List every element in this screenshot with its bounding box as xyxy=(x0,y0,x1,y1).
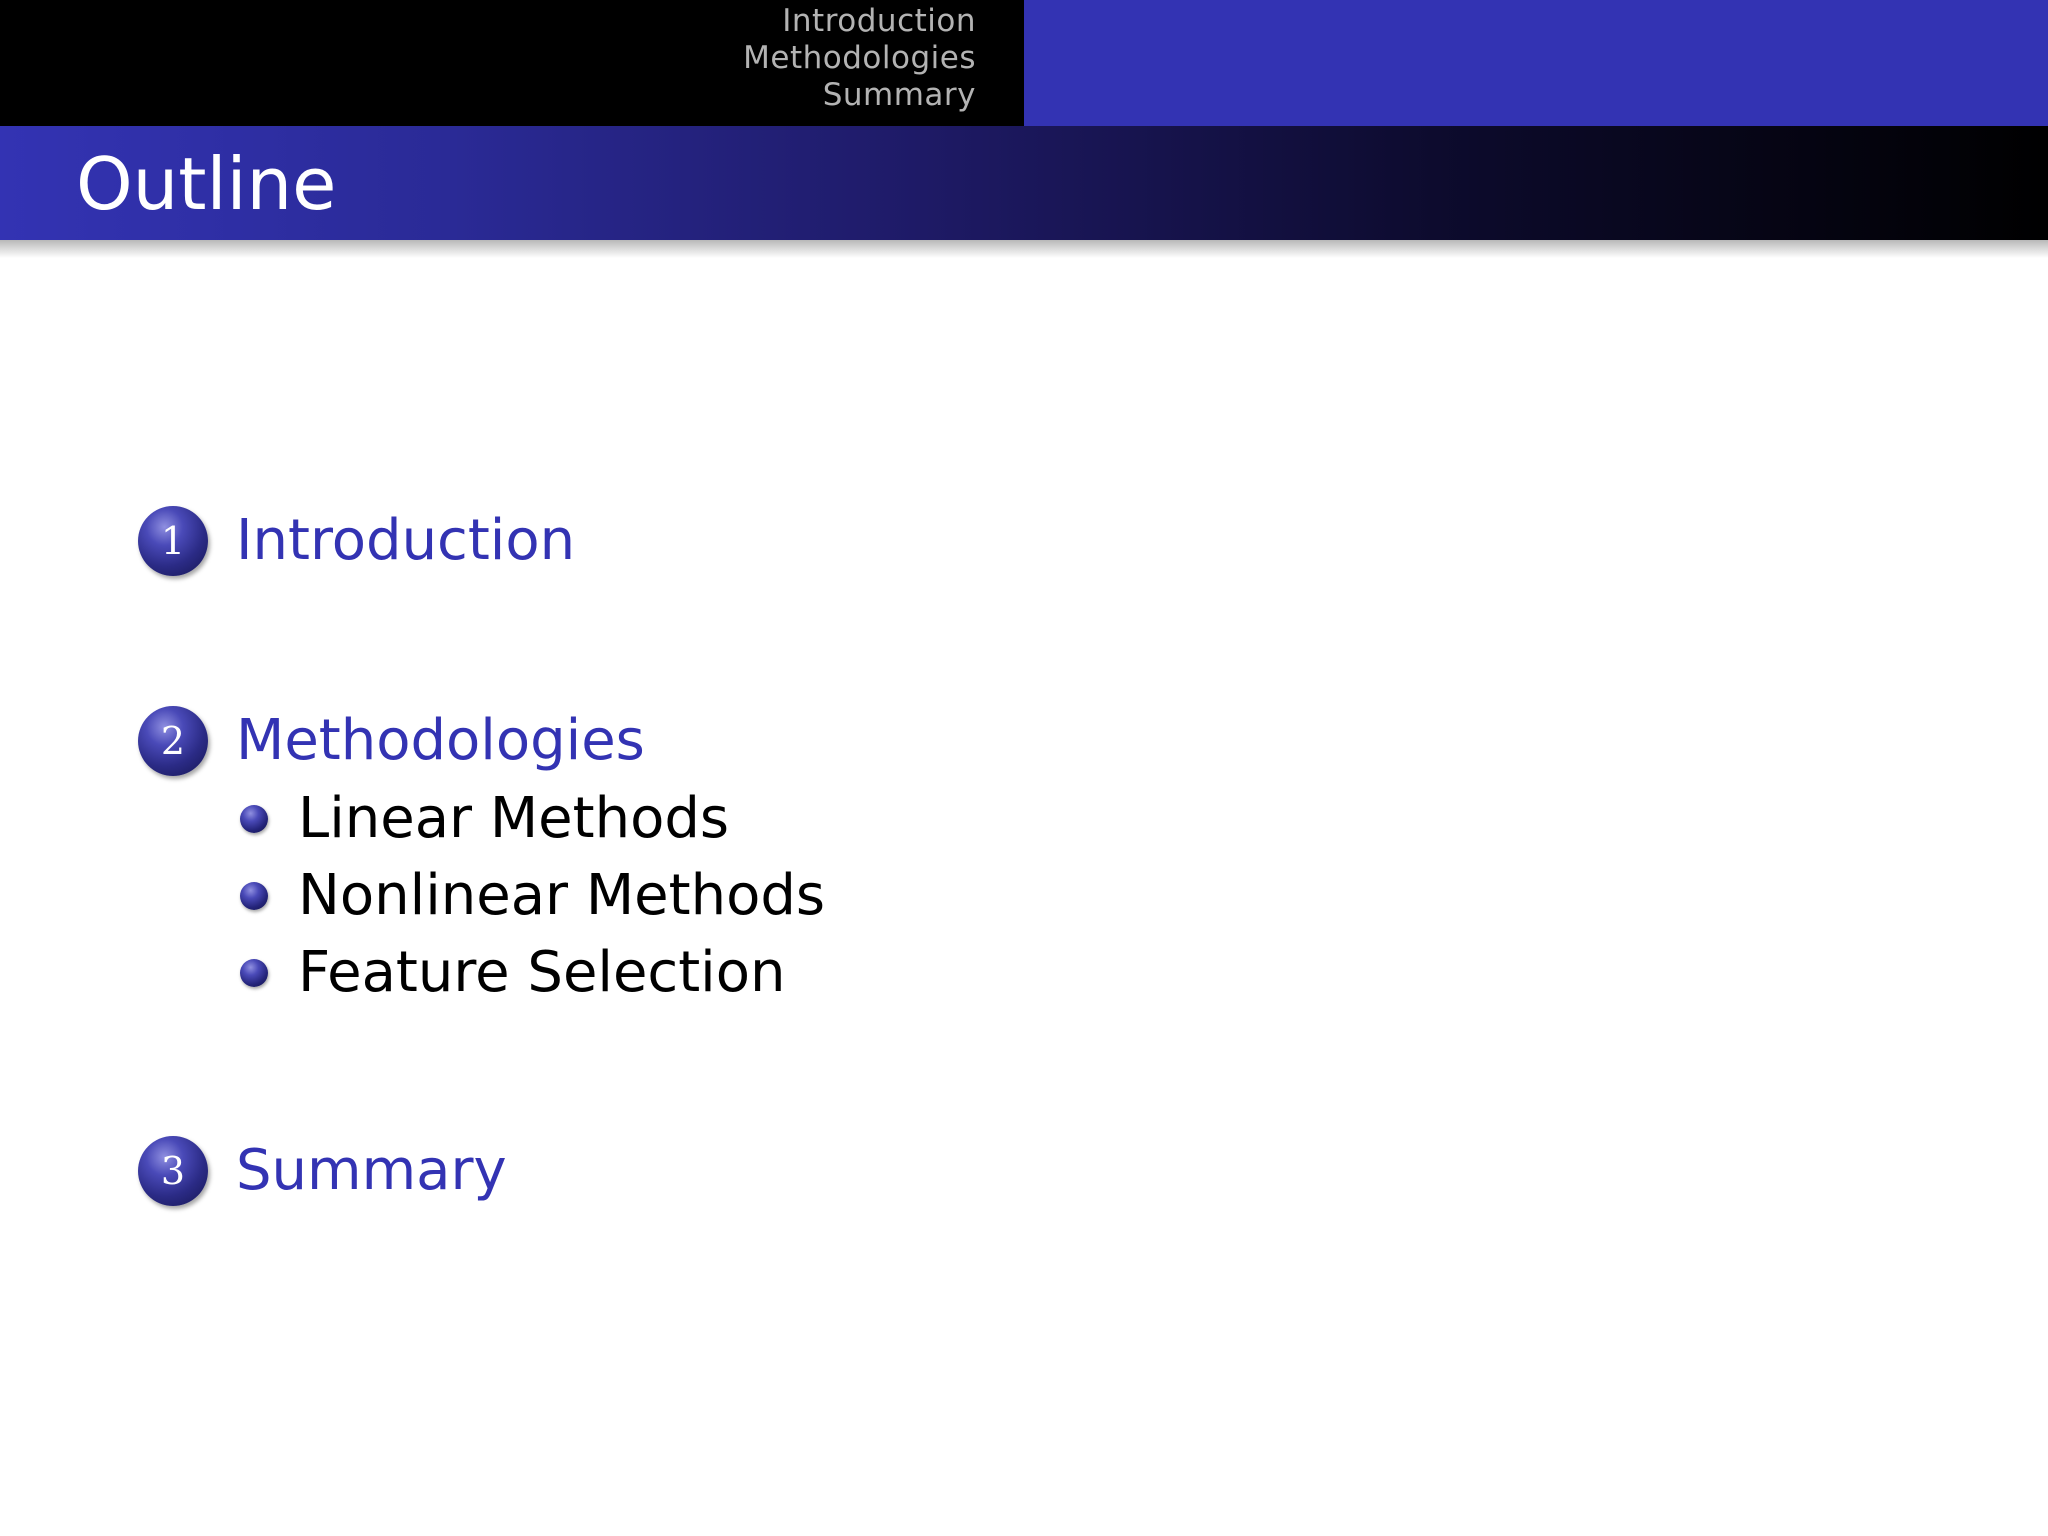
toc-subsection-feature-selection[interactable] xyxy=(240,934,825,1011)
subsection-navigation-panel xyxy=(1024,0,2048,126)
toc-section-title[interactable]: Methodologies xyxy=(236,708,645,773)
nav-link-summary[interactable]: Summary xyxy=(822,77,976,113)
toc-subsection-title[interactable]: Nonlinear Methods xyxy=(298,862,826,928)
section-navigation-list xyxy=(743,3,976,114)
toc-subsection-nonlinear-methods[interactable] xyxy=(240,857,825,934)
toc-subsection-title[interactable]: Feature Selection xyxy=(298,939,786,1005)
bullet-ball-icon xyxy=(240,959,268,987)
toc-subsection-linear-methods[interactable] xyxy=(240,780,825,857)
toc-section-title[interactable]: Summary xyxy=(236,1138,507,1203)
bullet-ball-icon xyxy=(240,805,268,833)
toc-subsection-list xyxy=(240,780,825,1011)
header-navigation-bar xyxy=(0,0,2048,126)
title-bar-shadow xyxy=(0,240,2048,258)
bullet-ball-icon xyxy=(240,882,268,910)
toc-section-methodologies[interactable] xyxy=(138,706,645,776)
toc-section-summary[interactable] xyxy=(138,1136,507,1206)
nav-link-methodologies[interactable]: Methodologies xyxy=(743,40,976,76)
nav-link-introduction[interactable]: Introduction xyxy=(782,3,976,39)
section-number-ball: 2 xyxy=(138,706,208,776)
frame-title: Outline xyxy=(76,142,337,226)
toc-section-introduction[interactable] xyxy=(138,506,575,576)
toc-section-title[interactable]: Introduction xyxy=(236,508,576,573)
toc-subsection-title[interactable]: Linear Methods xyxy=(298,785,730,851)
section-number-ball: 1 xyxy=(138,506,208,576)
section-navigation-panel xyxy=(0,0,1024,126)
section-number-ball: 3 xyxy=(138,1136,208,1206)
